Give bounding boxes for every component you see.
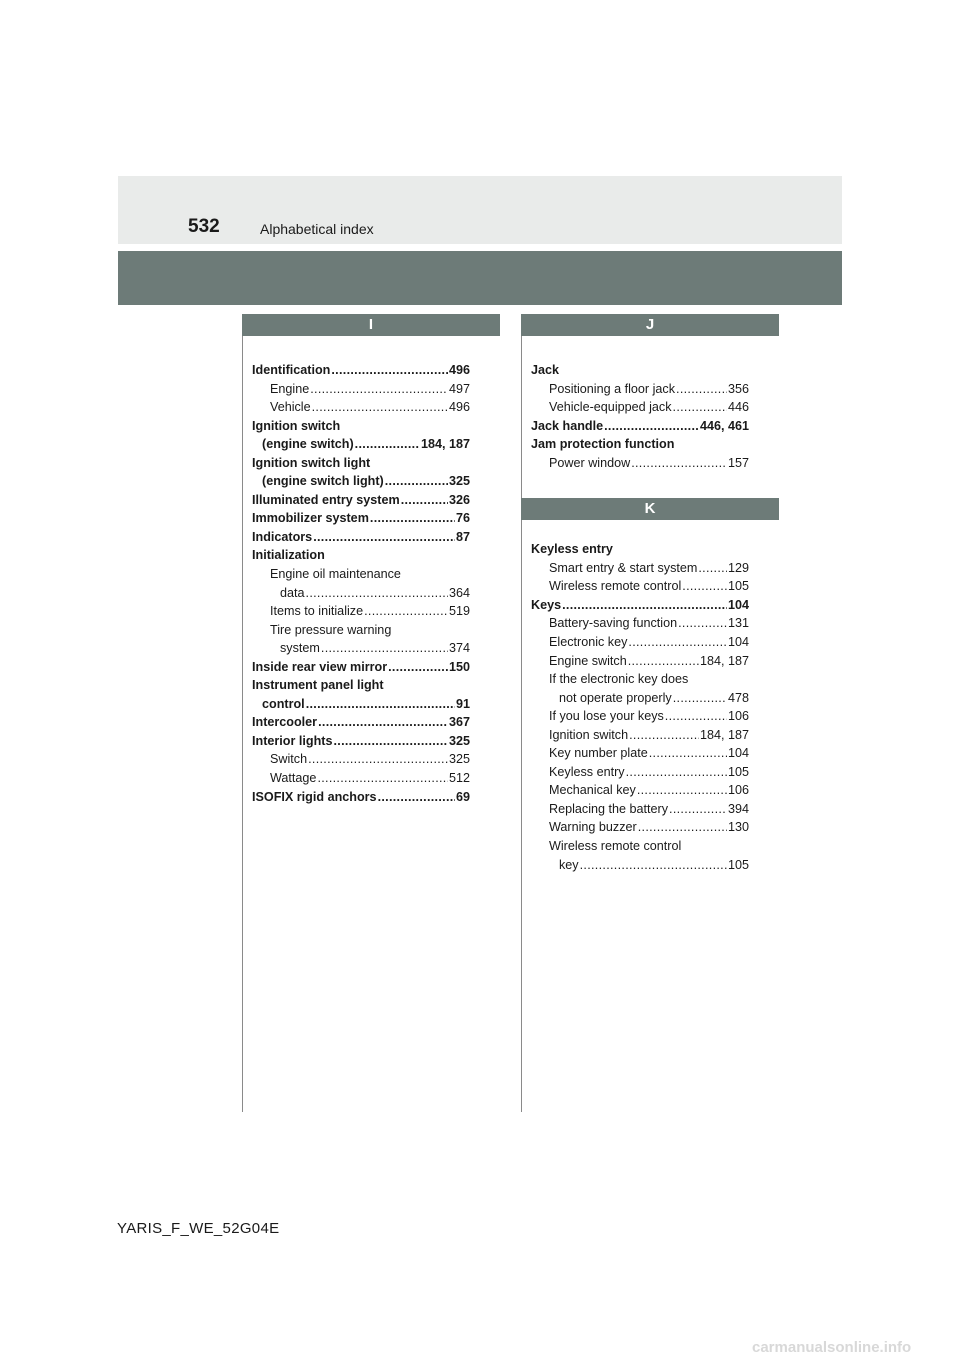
- dot-leader: [318, 713, 448, 732]
- entry-page-number: 394: [727, 801, 749, 816]
- index-entry: [531, 614, 749, 633]
- entry-term: Jam protection function: [531, 437, 675, 452]
- dot-leader: [649, 744, 727, 763]
- header-band: [118, 251, 842, 305]
- index-entry: [531, 763, 749, 782]
- index-entry: [252, 417, 470, 436]
- letter-heading-k: K: [521, 498, 779, 520]
- index-entry: [531, 398, 749, 417]
- dot-leader: [306, 695, 455, 714]
- entry-page-number: 446: [727, 400, 749, 415]
- entry-term: Instrument panel light: [252, 678, 384, 693]
- entry-term: Ignition switch light: [252, 455, 371, 470]
- entry-term: If you lose your keys: [549, 709, 664, 724]
- dot-leader: [313, 528, 455, 547]
- entry-page-number: 131: [727, 616, 749, 631]
- index-entry: [252, 621, 470, 640]
- watermark: carmanualsonline.info: [752, 1339, 912, 1356]
- index-entry: [252, 491, 470, 510]
- dot-leader: [665, 707, 727, 726]
- entry-term: control: [262, 696, 305, 711]
- entry-term: Smart entry & start system: [549, 560, 698, 575]
- entry-term: Battery-saving function: [549, 616, 678, 631]
- dot-leader: [401, 491, 448, 510]
- dot-leader: [355, 435, 420, 454]
- section-title: Alphabetical index: [260, 221, 374, 237]
- index-entry: [252, 676, 470, 695]
- model-code: YARIS_F_WE_52G04E: [117, 1220, 280, 1237]
- entry-term: Jack: [531, 363, 560, 377]
- entry-page-number: 104: [727, 746, 749, 761]
- dot-leader: [638, 818, 727, 837]
- entry-page-number: 519: [448, 604, 470, 619]
- entry-page-number: 374: [448, 641, 470, 656]
- entry-term: Items to initialize: [270, 604, 364, 619]
- index-entry: [531, 726, 749, 745]
- index-entry: [531, 837, 749, 856]
- index-entry: [531, 417, 749, 436]
- letter-heading-i: I: [242, 314, 500, 336]
- dot-leader: [370, 509, 455, 528]
- entry-term: (engine switch): [262, 437, 354, 452]
- dot-leader: [673, 398, 727, 417]
- entry-page-number: 76: [455, 511, 470, 526]
- index-entry: [252, 472, 470, 491]
- entry-page-number: 184, 187: [699, 653, 749, 668]
- index-entry: [252, 546, 470, 565]
- dot-leader: [562, 596, 727, 615]
- index-entry: [252, 509, 470, 528]
- entry-page-number: 104: [727, 635, 749, 650]
- entry-term: Initialization: [252, 548, 325, 563]
- entry-term: Intercooler: [252, 715, 318, 730]
- dot-leader: [637, 781, 727, 800]
- entry-term: Indicators: [252, 529, 313, 544]
- index-entry: [252, 435, 470, 454]
- entry-term: (engine switch light): [262, 474, 384, 489]
- entry-term: Power window: [549, 455, 631, 470]
- dot-leader: [378, 788, 455, 807]
- entry-term: Engine: [270, 381, 310, 396]
- index-entry: [252, 732, 470, 751]
- index-entry: [531, 800, 749, 819]
- entry-term: ISOFIX rigid anchors: [252, 789, 377, 804]
- entry-page-number: 130: [727, 820, 749, 835]
- entry-term: Illuminated entry system: [252, 492, 400, 507]
- entry-term: Jack handle: [531, 418, 604, 433]
- index-entry: [531, 856, 749, 875]
- entry-page-number: 326: [448, 492, 470, 507]
- entry-page-number: 512: [448, 771, 470, 786]
- index-column-right: [521, 314, 779, 874]
- dot-leader: [678, 614, 727, 633]
- entry-term: Immobilizer system: [252, 511, 369, 526]
- dot-leader: [306, 584, 448, 603]
- index-entry: [252, 398, 470, 417]
- dot-leader: [631, 454, 727, 473]
- entry-page-number: 184, 187: [699, 727, 749, 742]
- dot-leader: [310, 380, 448, 399]
- entry-term: data: [280, 585, 305, 600]
- entry-page-number: 325: [448, 733, 470, 748]
- dot-leader: [388, 658, 448, 677]
- entry-page-number: 356: [727, 381, 749, 396]
- index-entries-k: [521, 540, 749, 874]
- page-header: [118, 176, 842, 244]
- entry-term: key: [559, 857, 579, 872]
- index-entry: [531, 540, 749, 559]
- entry-page-number: 325: [448, 474, 470, 489]
- index-entry: [531, 633, 749, 652]
- dot-leader: [629, 726, 699, 745]
- entry-page-number: 69: [455, 789, 470, 804]
- index-entry: [531, 670, 749, 689]
- index-entry: [252, 380, 470, 399]
- index-entry: [531, 559, 749, 578]
- entry-term: Key number plate: [549, 746, 648, 761]
- entry-term: system: [280, 641, 320, 656]
- index-entry: [531, 689, 749, 708]
- dot-leader: [698, 559, 727, 578]
- index-entry: [531, 361, 749, 380]
- index-entry: [531, 652, 749, 671]
- index-entry: [531, 454, 749, 473]
- entry-term: Inside rear view mirror: [252, 659, 388, 674]
- dot-leader: [333, 732, 448, 751]
- index-entry: [252, 769, 470, 788]
- entry-page-number: 106: [727, 783, 749, 798]
- index-entry: [531, 781, 749, 800]
- entry-term: Electronic key: [549, 635, 628, 650]
- index-entry: [252, 584, 470, 603]
- entry-term: Keyless entry: [531, 542, 613, 557]
- index-entry: [531, 744, 749, 763]
- index-entry: [252, 454, 470, 473]
- entry-term: Engine switch: [549, 653, 627, 668]
- index-entry: [252, 695, 470, 714]
- entry-page-number: 105: [727, 764, 749, 779]
- dot-leader: [308, 750, 448, 769]
- entry-page-number: 364: [448, 585, 470, 600]
- entry-page-number: 496: [448, 363, 470, 377]
- entry-page-number: 497: [448, 381, 470, 396]
- index-entry: [252, 639, 470, 658]
- entry-term: Switch: [270, 752, 308, 767]
- entry-term: Warning buzzer: [549, 820, 637, 835]
- index-entry: [531, 818, 749, 837]
- index-entry: [531, 577, 749, 596]
- entry-term: Replacing the battery: [549, 801, 669, 816]
- dot-leader: [312, 398, 448, 417]
- dot-leader: [676, 380, 727, 399]
- entry-page-number: 105: [727, 857, 749, 872]
- entry-page-number: 496: [448, 400, 470, 415]
- dot-leader: [580, 856, 727, 875]
- entry-term: Interior lights: [252, 733, 333, 748]
- entry-term: Engine oil maintenance: [270, 567, 401, 582]
- index-entry: [252, 750, 470, 769]
- index-entries-i: [242, 361, 470, 806]
- entry-term: Wattage: [270, 771, 317, 786]
- entry-page-number: 106: [727, 709, 749, 724]
- dot-leader: [628, 652, 699, 671]
- entry-term: If the electronic key does: [549, 672, 689, 687]
- index-entry: [252, 713, 470, 732]
- entry-term: Keyless entry: [549, 764, 625, 779]
- entry-term: not operate properly: [559, 690, 672, 705]
- entry-term: Vehicle: [270, 400, 311, 415]
- entry-page-number: 104: [727, 597, 749, 612]
- dot-leader: [626, 763, 727, 782]
- entry-page-number: 325: [448, 752, 470, 767]
- entry-term: Vehicle-equipped jack: [549, 400, 672, 415]
- dot-leader: [364, 602, 448, 621]
- entry-page-number: 184, 187: [420, 437, 470, 452]
- index-entry: [531, 596, 749, 615]
- dot-leader: [669, 800, 727, 819]
- entry-term: Wireless remote control: [549, 839, 682, 854]
- dot-leader: [673, 689, 727, 708]
- index-entry: [252, 565, 470, 584]
- entry-term: Ignition switch: [549, 727, 629, 742]
- dot-leader: [604, 417, 699, 436]
- index-entry: [252, 361, 470, 380]
- index-entry: [252, 528, 470, 547]
- index-entries-j: [521, 361, 749, 472]
- dot-leader: [331, 361, 448, 380]
- entry-page-number: 157: [727, 455, 749, 470]
- dot-leader: [682, 577, 727, 596]
- entry-term: Mechanical key: [549, 783, 636, 798]
- dot-leader: [628, 633, 727, 652]
- entry-term: Wireless remote control: [549, 579, 682, 594]
- entry-page-number: 91: [455, 696, 470, 711]
- dot-leader: [385, 472, 448, 491]
- letter-heading-j: J: [521, 314, 779, 336]
- entry-page-number: 150: [448, 659, 470, 674]
- entry-page-number: 367: [448, 715, 470, 730]
- entry-term: Ignition switch: [252, 418, 341, 433]
- entry-page-number: 105: [727, 579, 749, 594]
- index-entry: [252, 602, 470, 621]
- entry-term: Tire pressure warning: [270, 622, 392, 637]
- dot-leader: [317, 769, 448, 788]
- entry-term: Identification: [252, 363, 331, 377]
- index-column-left: [242, 314, 500, 806]
- page-number: 532: [188, 216, 220, 237]
- entry-page-number: 87: [455, 529, 470, 544]
- index-entry: [531, 380, 749, 399]
- dot-leader: [321, 639, 448, 658]
- index-entry: [252, 788, 470, 807]
- entry-page-number: 129: [727, 560, 749, 575]
- entry-page-number: 478: [727, 690, 749, 705]
- entry-term: Keys: [531, 597, 562, 612]
- entry-page-number: 446, 461: [699, 418, 749, 433]
- index-entry: [531, 435, 749, 454]
- index-entry: [252, 658, 470, 677]
- entry-term: Positioning a floor jack: [549, 381, 676, 396]
- index-entry: [531, 707, 749, 726]
